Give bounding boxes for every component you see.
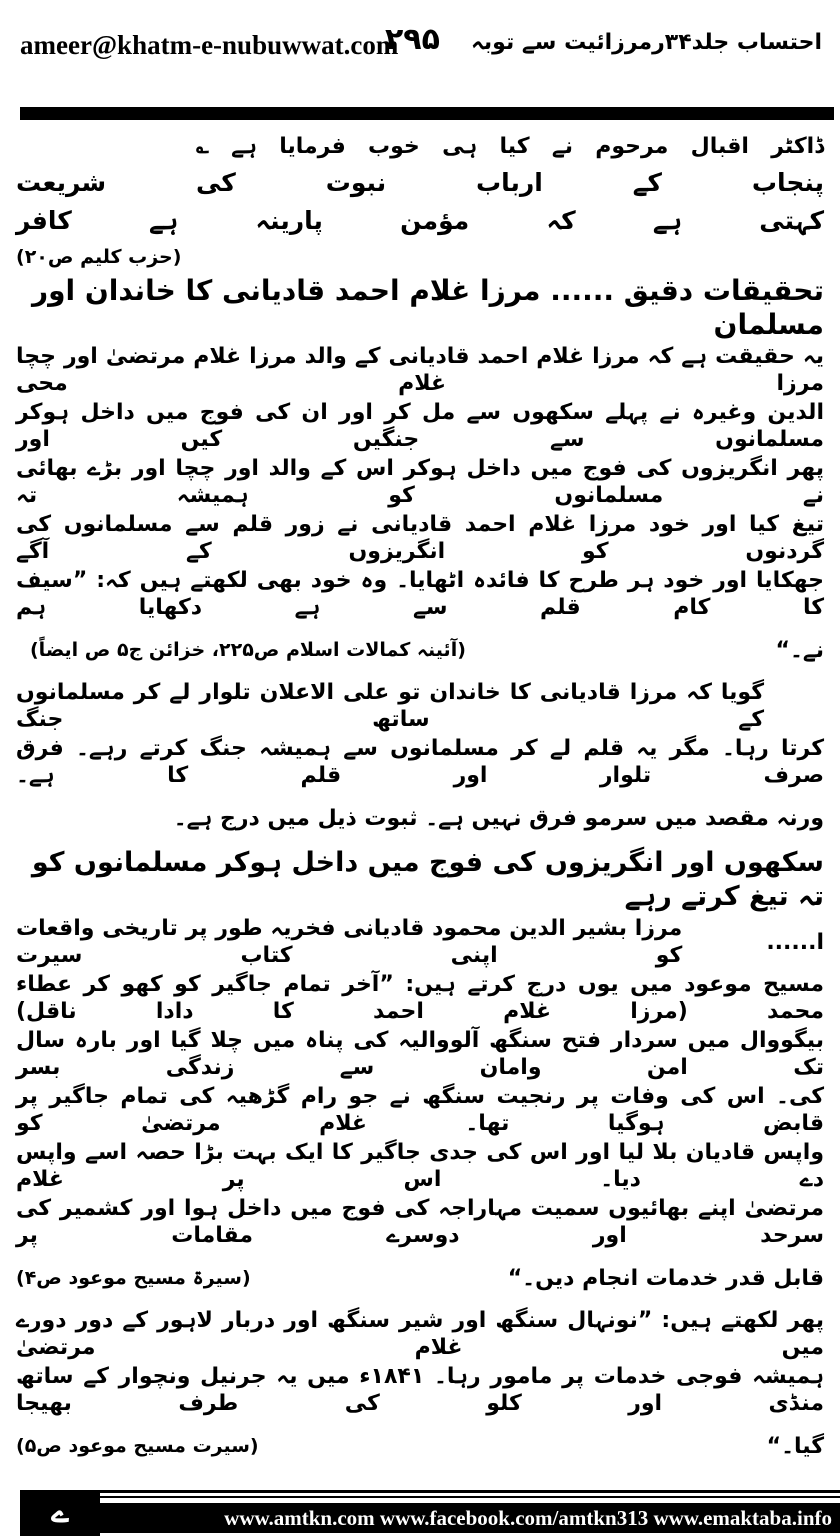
text-row	[16, 342, 824, 398]
poem-intro-row	[16, 128, 824, 164]
page-number: ۲۹۵	[385, 22, 440, 57]
text-line: مسیح موعود میں یوں درج کرتے ہیں: ”آخر تمام جاگیر کو کھو کر عطاء محمد (مرزا غلام احمد کا دادا ناقل)	[16, 972, 824, 1024]
citation: (سیرت مسیح موعود ص۵)	[16, 1434, 259, 1457]
page-body	[16, 128, 824, 1474]
text-line: کی۔ اس کی وفات پر رنجیت سنگھ نے جو رام گڑھیہ کی تمام جاگیر پر قابض ہوگیا تھا۔ غلام مرتضیٰ کو	[16, 1084, 824, 1136]
text-row	[16, 790, 824, 846]
poem-verse-2: کہتی ہے کہ مؤمن پارینہ ہے کافر	[16, 206, 824, 235]
citation: (سیرۃ مسیح موعود ص۴)	[16, 1266, 251, 1289]
poem-verse-row	[16, 164, 824, 202]
text-row	[16, 622, 824, 678]
text-row	[16, 970, 824, 1026]
text-row	[16, 1250, 824, 1306]
text-line: تیغ کیا اور خود مرزا غلام احمد قادیانی نے زور قلم سے مسلمانوں کی گردنوں کو انگریزوں کے آگے	[16, 512, 824, 564]
text-line: ورنہ مقصد میں سرمو فرق نہیں ہے۔ ثبوت ذیل میں درج ہے۔	[173, 805, 824, 831]
text-line: یہ حقیقت ہے کہ مرزا غلام احمد قادیانی کے والد مرزا غلام مرتضیٰ اور چچا مرزا غلام محی	[16, 344, 824, 396]
section-heading-row	[16, 274, 824, 342]
footer-logo: ے	[20, 1490, 100, 1536]
text-row	[16, 734, 824, 790]
poem-verse-row	[16, 202, 824, 240]
text-line: گویا کہ مرزا قادیانی کا خاندان تو علی الاعلان تلوار لے کر مسلمانوں کے ساتھ جنگ	[16, 680, 764, 732]
text-row	[16, 678, 824, 734]
text-row	[16, 566, 824, 622]
citation: (آئینہ کمالات اسلام ص۲۲۵، خزائن ج۵ ص ایضاً)	[30, 638, 466, 661]
email-address: ameer@khatm-e-nubuwwat.com	[20, 30, 399, 60]
footer-rule	[100, 1496, 840, 1498]
section-heading: تحقیقات دقیق ...... مرزا غلام احمد قادیانی کا خاندان اور مسلمان	[32, 274, 824, 341]
section-heading-row	[16, 846, 824, 914]
text-line: مرتضیٰ اپنے بھائیوں سمیت مہاراجہ کی فوج میں داخل ہوا اور کشمیر کی سرحد اور دوسرے مقامات پر	[16, 1196, 824, 1248]
poem-verse-1: پنجاب کے ارباب نبوت کی شریعت	[16, 168, 824, 197]
text-line: کرتا رہا۔ مگر یہ قلم لے کر مسلمانوں سے ہمیشہ جنگ کرتے رہے۔ فرق صرف تلوار اور قلم کا ہے۔	[16, 736, 824, 788]
list-number: ا......	[766, 929, 824, 955]
header-rule	[20, 107, 834, 120]
footer-links: www.amtkn.com www.facebook.com/amtkn313 www.emaktaba.info	[100, 1503, 840, 1533]
text-row	[16, 914, 824, 970]
text-line: نے۔“	[775, 637, 824, 663]
text-row	[16, 1194, 824, 1250]
poem-reference: (حزب کلیم ص۲۰)	[16, 245, 182, 268]
poem-reference-row	[16, 240, 824, 274]
text-line: الدین وغیرہ نے پہلے سکھوں سے مل کر اور ان کی فوج میں داخل ہوکر مسلمانوں سے جنگیں کیں اور	[16, 400, 824, 452]
text-row	[16, 510, 824, 566]
text-line: بیگووال میں سردار فتح سنگھ آلووالیہ کی پناہ میں چلا گیا اور بارہ سال تک امن وامان سے زندگی بسر	[16, 1028, 824, 1080]
poem-intro: ڈاکٹر اقبال مرحوم نے کیا ہی خوب فرمایا ہے ؎	[196, 133, 824, 159]
text-row	[16, 1306, 824, 1362]
footer-rule	[100, 1490, 840, 1493]
text-line: مرزا بشیر الدین محمود قادیانی فخریہ طور پر تاریخی واقعات کو اپنی کتاب سیرت	[16, 916, 683, 968]
text-row	[16, 454, 824, 510]
text-line: ہمیشہ فوجی خدمات پر مامور رہا۔ ۱۸۴۱ء میں یہ جرنیل ونچوار کے ساتھ منڈی اور کلو کی طرف بھیجا	[16, 1364, 824, 1416]
text-line: پھر انگریزوں کی فوج میں داخل ہوکر اس کے والد اور چچا اور بڑے بھائی نے مسلمانوں کو ہمیشہ تہ	[16, 456, 824, 508]
text-line: پھر لکھتے ہیں: ”نونہال سنگھ اور شیر سنگھ اور دربار لاہور کے دور دورے میں غلام مرتضیٰ	[16, 1308, 824, 1360]
text-row	[16, 1026, 824, 1082]
text-row	[16, 1362, 824, 1418]
text-row	[16, 1138, 824, 1194]
book-title: احتساب جلد۳۴رمرزائیت سے توبہ	[471, 30, 822, 55]
section-heading: سکھوں اور انگریزوں کی فوج میں داخل ہوکر مسلمانوں کو تہ تیغ کرتے رہے	[31, 847, 824, 912]
text-line: واپس قادیان بلا لیا اور اس کی جدی جاگیر کا ایک بہت بڑا حصہ اسے واپس دے دیا۔ اس پر غلام	[16, 1140, 824, 1192]
text-row	[16, 1418, 824, 1474]
text-row	[16, 398, 824, 454]
text-row	[16, 1082, 824, 1138]
text-line: جھکایا اور خود ہر طرح کا فائدہ اٹھایا۔ وہ خود بھی لکھتے ہیں کہ: ”سیف کا کام قلم سے ہے دکھایا ہم	[16, 568, 824, 620]
text-line: گیا۔“	[766, 1433, 824, 1459]
text-line: قابل قدر خدمات انجام دیں۔“	[507, 1265, 824, 1291]
